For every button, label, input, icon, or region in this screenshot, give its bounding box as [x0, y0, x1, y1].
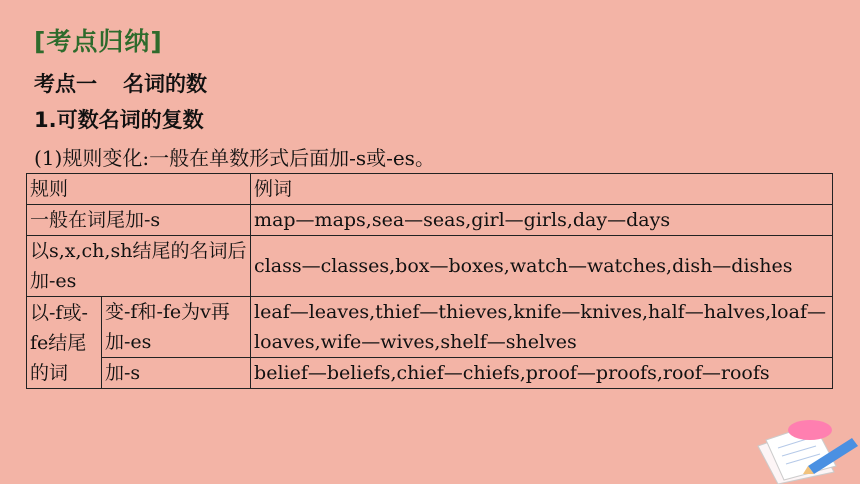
group-rule-cell: 以-f或-fe结尾的词 [27, 297, 102, 389]
examples-cell: map—maps,sea—seas,girl—girls,day—days [251, 205, 833, 236]
speech-bubble-icon [788, 420, 832, 440]
point-title [34, 68, 207, 98]
table-row [27, 205, 833, 236]
examples-cell: leaf—leaves,thief—thieves,knife—knives,half—halves,loaf—loaves,wife—wives,shelf—shelves [251, 297, 833, 358]
header-examples: 例词 [251, 174, 833, 205]
examples-cell: class—classes,box—boxes,watch—watches,dish—dishes [251, 236, 833, 297]
table-row [27, 236, 833, 297]
paper-pencil-decoration [748, 410, 860, 484]
examples-cell: belief—beliefs,chief—chiefs,proof—proofs,roof—roofs [251, 358, 833, 389]
point-number: 考点一 [34, 72, 97, 96]
rule-cell: 变-f和-fe为v再加-es [102, 297, 251, 358]
section-heading: [考点归纳] [34, 27, 163, 56]
subsection-title: 1.可数名词的复数 [34, 108, 204, 132]
table-row [27, 297, 833, 358]
header-rule: 规则 [27, 174, 251, 205]
table-row [27, 358, 833, 389]
point-name: 名词的数 [123, 72, 207, 96]
rule-intro: (1)规则变化:一般在单数形式后面加-s或-es。 [34, 146, 435, 170]
rule-cell: 一般在词尾加-s [27, 205, 251, 236]
table-header-row [27, 174, 833, 205]
rule-cell: 加-s [102, 358, 251, 389]
plural-rules-table [26, 173, 833, 389]
rule-cell: 以s,x,ch,sh结尾的名词后加-es [27, 236, 251, 297]
